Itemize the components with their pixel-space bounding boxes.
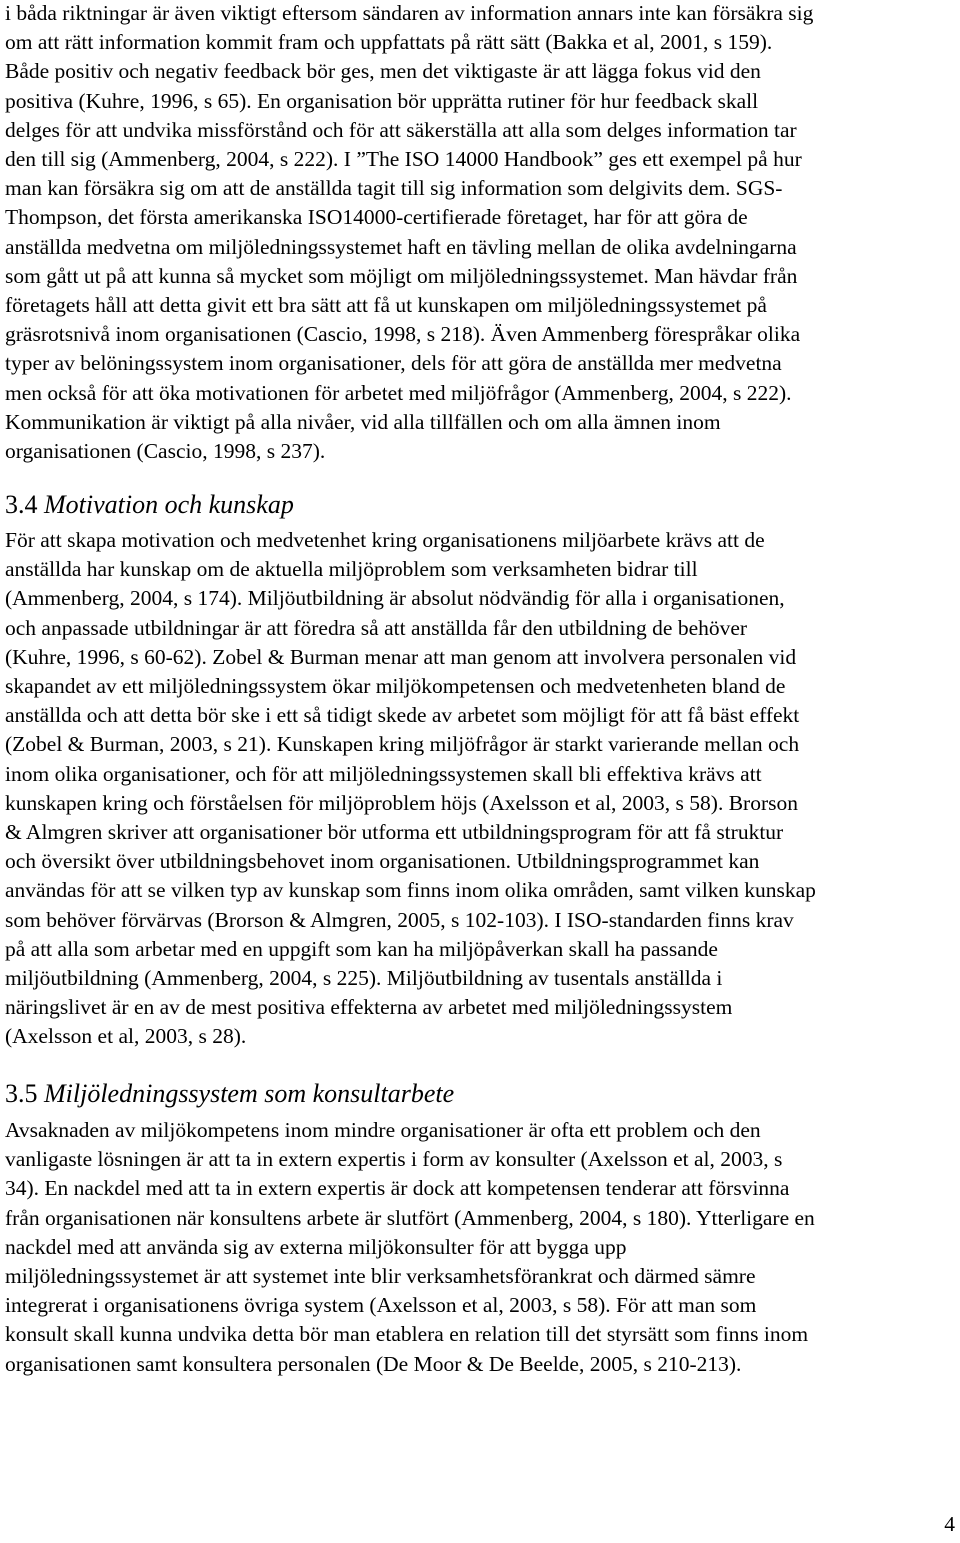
section-title: Miljöledningssystem som konsultarbete (44, 1079, 455, 1108)
text-line: & Almgren skriver att organisationer bör utforma ett utbildningsprogram för att få struktur (5, 820, 784, 845)
text-line: kunskapen kring och förståelsen för miljöproblem höjs (Axelsson et al, 2003, s 58). Brorson (5, 790, 798, 815)
text-line: från organisationen när konsultens arbete är slutfört (Ammenberg, 2004, s 180). Ytterligare en (5, 1205, 815, 1230)
text-line: om att rätt information kommit fram och uppfattats på rätt sätt (Bakka et al, 2001, s 159). (5, 30, 773, 55)
text-line: nackdel med att använda sig av externa miljökonsulter för att bygga upp (5, 1234, 627, 1259)
text-line: anställda och att detta bör ske i ett så tidigt skede av arbetet som möjligt för att få bäst effekt (5, 703, 800, 728)
text-line: integrerat i organisationens övriga system (Axelsson et al, 2003, s 58). För att man som (5, 1293, 757, 1318)
text-line: (Zobel & Burman, 2003, s 21). Kunskapen kring miljöfrågor är starkt varierande mellan och (5, 732, 800, 757)
text-line: delges för att undvika missförstånd och för att säkerställa att alla som delges information tar (5, 117, 797, 142)
text-line: organisationen samt konsultera personalen (De Moor & De Beelde, 2005, s 210-213). (5, 1351, 742, 1376)
text-line: För att skapa motivation och medvetenhet kring organisationens miljöarbete krävs att de (5, 528, 765, 552)
text-line: miljöutbildning (Ammenberg, 2004, s 225). Miljöutbildning av tusentals anställda i (5, 966, 723, 991)
section-heading-3-4 (5, 490, 294, 520)
paragraph-consulting (5, 1116, 815, 1379)
text-line: och anpassade utbildningar är att föredra så att anställda får den utbildning de behöver (5, 615, 748, 640)
text-line: konsult skall kunna undvika detta bör man etablera en relation till det styrsätt som finns inom (5, 1322, 809, 1347)
text-line: organisationen (Cascio, 1998, s 237). (5, 439, 326, 464)
text-line: användas för att se vilken typ av kunskap som finns inom olika områden, samt vilken kunskap (5, 878, 816, 903)
text-line: vanligaste lösningen är att ta in extern expertis i form av konsulter (Axelsson et al, 2003, s (5, 1147, 783, 1172)
text-line: men också för att öka motivationen för arbetet med miljöfrågor (Ammenberg, 2004, s 222). (5, 380, 792, 405)
text-line: 34). En nackdel med att ta in extern expertis är dock att kompetensen tenderar att försvinna (5, 1176, 790, 1201)
text-line: Både positiv och negativ feedback bör ges, men det viktigaste är att lägga fokus vid den (5, 59, 761, 84)
text-line: typer av belöningssystem inom organisationer, dels för att göra de anställda mer medvetna (5, 351, 782, 376)
text-line: inom olika organisationer, och för att miljöledningssystemen skall bli effektiva krävs att (5, 761, 762, 786)
section-title: Motivation och kunskap (44, 490, 294, 519)
text-line: företagets håll att detta givit ett bra sätt att få ut kunskapen om miljöledningssystemet på (5, 293, 767, 318)
text-line: (Axelsson et al, 2003, s 28). (5, 1024, 247, 1049)
text-line: positiva (Kuhre, 1996, s 65). En organisation bör upprätta rutiner för hur feedback skall (5, 88, 759, 113)
text-line: gräsrotsnivå inom organisationen (Cascio, 1998, s 218). Även Ammenberg förespråkar olika (5, 322, 801, 347)
text-line: näringslivet är en av de mest positiva effekterna av arbetet med miljöledningssystem (5, 995, 733, 1020)
section-number: 3.4 (5, 490, 38, 519)
text-line: som gått ut på att kunna så mycket som möjligt om miljöledningssystemet. Man hävdar från (5, 263, 798, 288)
paragraph-feedback (5, 0, 813, 466)
text-line: och översikt över utbildningsbehovet inom organisationen. Utbildningsprogrammet kan (5, 849, 760, 874)
text-line: (Ammenberg, 2004, s 174). Miljöutbildning är absolut nödvändig för alla i organisationen, (5, 586, 785, 611)
text-line: miljöledningssystemet är att systemet inte blir verksamhetsförankrat och därmed sämre (5, 1264, 756, 1289)
page-number: 4 (944, 1512, 955, 1536)
text-line: anställda har kunskap om de aktuella miljöproblem som verksamheten bidrar till (5, 557, 698, 582)
text-line: man kan försäkra sig om att de anställda tagit till sig information som delgivits dem. SGS- (5, 176, 783, 201)
text-line: skapandet av ett miljöledningssystem ökar miljökompetensen och medvetenheten bland de (5, 674, 786, 699)
text-line: på att alla som arbetar med en uppgift som kan ha miljöpåverkan skall ha passande (5, 936, 718, 961)
section-heading-3-5 (5, 1079, 454, 1109)
section-number: 3.5 (5, 1079, 38, 1108)
text-line: den till sig (Ammenberg, 2004, s 222). I ”The ISO 14000 Handbook” ges ett exempel på hur (5, 147, 802, 172)
text-line: Thompson, det första amerikanska ISO14000-certifierade företaget, har för att göra de (5, 205, 748, 230)
paragraph-motivation (5, 526, 816, 1052)
text-line: (Kuhre, 1996, s 60-62). Zobel & Burman menar att man genom att involvera personalen vid (5, 644, 797, 669)
text-line: Avsaknaden av miljökompetens inom mindre organisationer är ofta ett problem och den (5, 1118, 761, 1142)
text-line: Kommunikation är viktigt på alla nivåer, vid alla tillfällen och om alla ämnen inom (5, 409, 721, 434)
text-line: i båda riktningar är även viktigt eftersom sändaren av information annars inte kan försäkra sig (5, 1, 814, 25)
text-line: som behöver förvärvas (Brorson & Almgren, 2005, s 102-103). I ISO-standarden finns krav (5, 907, 794, 932)
text-line: anställda medvetna om miljöledningssystemet haft en tävling mellan de olika avdelningarna (5, 234, 797, 259)
